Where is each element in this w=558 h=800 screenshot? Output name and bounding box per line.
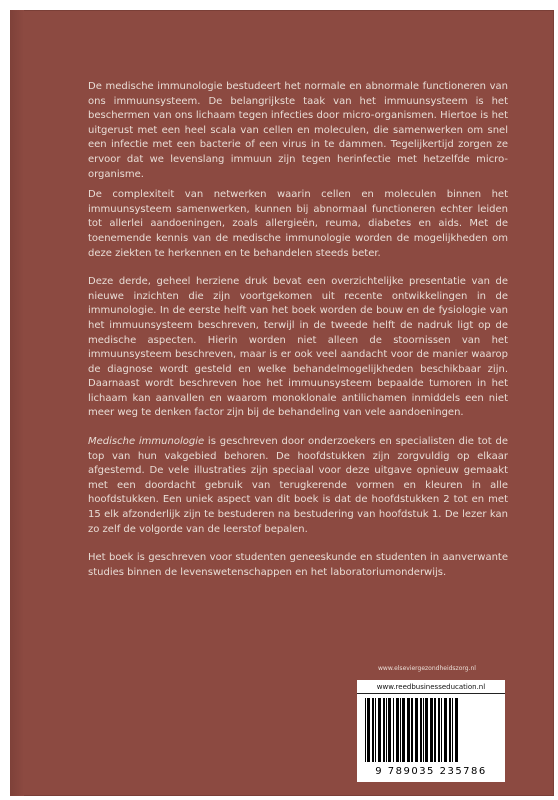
- paragraph-audience: Het boek is geschreven voor studenten geneeskunde en studenten in aanverwante studies binnen de levenswetenschappen en het laboratoriumonderwijs.: [88, 552, 508, 578]
- barcode-url: www.reedbusinesseducation.nl: [376, 683, 486, 691]
- paragraph-complexity: De complexiteit van netwerken waarin cellen en moleculen binnen het immuunsysteem samenwerken, kunnen bij abnormaal functioneren echter leiden tot allerlei aandoeningen, zoals allergieën, reuma, diabetes en aids. Met de toenemende kennis van de medische immunologie worden de mogelijkheden om deze ziekten te herkennen en te behandelen steeds beter.: [88, 189, 508, 259]
- barcode-divider: [357, 693, 505, 694]
- paragraph-authors: [88, 435, 508, 537]
- paragraph-authors-text: is geschreven door onderzoekers en specialisten die tot de top van hun vakgebied behoren. De hoofdstukken zijn zorgvuldig op elkaar afgestemd. De vele illustraties zijn speciaal voor deze uitgave opnieuw gemaakt met een doordacht gebruik van terugkerende vormen en kleuren in alle hoofdstukken. Een uniek aspect van dit boek is dat de hoofdstukken 2 tot en met 15 elk afzonderlijk zijn te bestuderen na bestudering van hoofdstuk 1. De lezer kan zo zelf de volgorde van de leerstof bepalen.: [88, 436, 509, 535]
- paragraph-edition: Deze derde, geheel herziene druk bevat een overzichtelijke presentatie van de nieuwe inzichten die zijn voortgekomen uit recente ontwikkelingen in de immunologie. In de eerste helft van het boek worden de bouw en de fysiologie van het immuunsysteem beschreven, terwijl in de tweede helft de nadruk ligt op de medische aspecten. Hierin worden niet alleen de stoornissen van het immuunsysteem beschreven, maar is er ook veel aandacht voor de manier waarop de diagnose wordt gesteld en welke behandelmogelijkheden beschikbaar zijn. Daarnaast wordt beschreven hoe het immuunsysteem bepaalde tumoren in het lichaam kan aanvallen en waarom monoklonale antilichamen inmiddels een niet meer weg te denken factor zijn bij de behandeling van vele aandoeningen.: [88, 276, 508, 419]
- blurb-text: [88, 80, 508, 586]
- book-title-italic: Medische immunologie: [88, 436, 205, 448]
- publisher-website: www.elseviergezondheidszorg.nl: [378, 665, 476, 672]
- barcode-label: [357, 680, 505, 782]
- spine-edge: [10, 10, 24, 796]
- barcode-icon: [363, 698, 499, 764]
- paragraph-intro: De medische immunologie bestudeert het normale en abnormale functioneren van ons immuunsysteem. De belangrijkste taak van het immuunsysteem is het beschermen van ons lichaam tegen infecties door micro-organismen. Hiertoe is het uitgerust met een heel scala van cellen en moleculen, die samenwerken om snel een infectie met een bacterie of een virus in te dammen. Tegelijkertijd zorgen ze ervoor dat we levenslang immuun zijn tegen herinfectie met hetzelfde micro-organisme.: [88, 81, 508, 180]
- book-back-cover: [10, 10, 554, 796]
- isbn-number: 9 789035 235786: [375, 766, 487, 777]
